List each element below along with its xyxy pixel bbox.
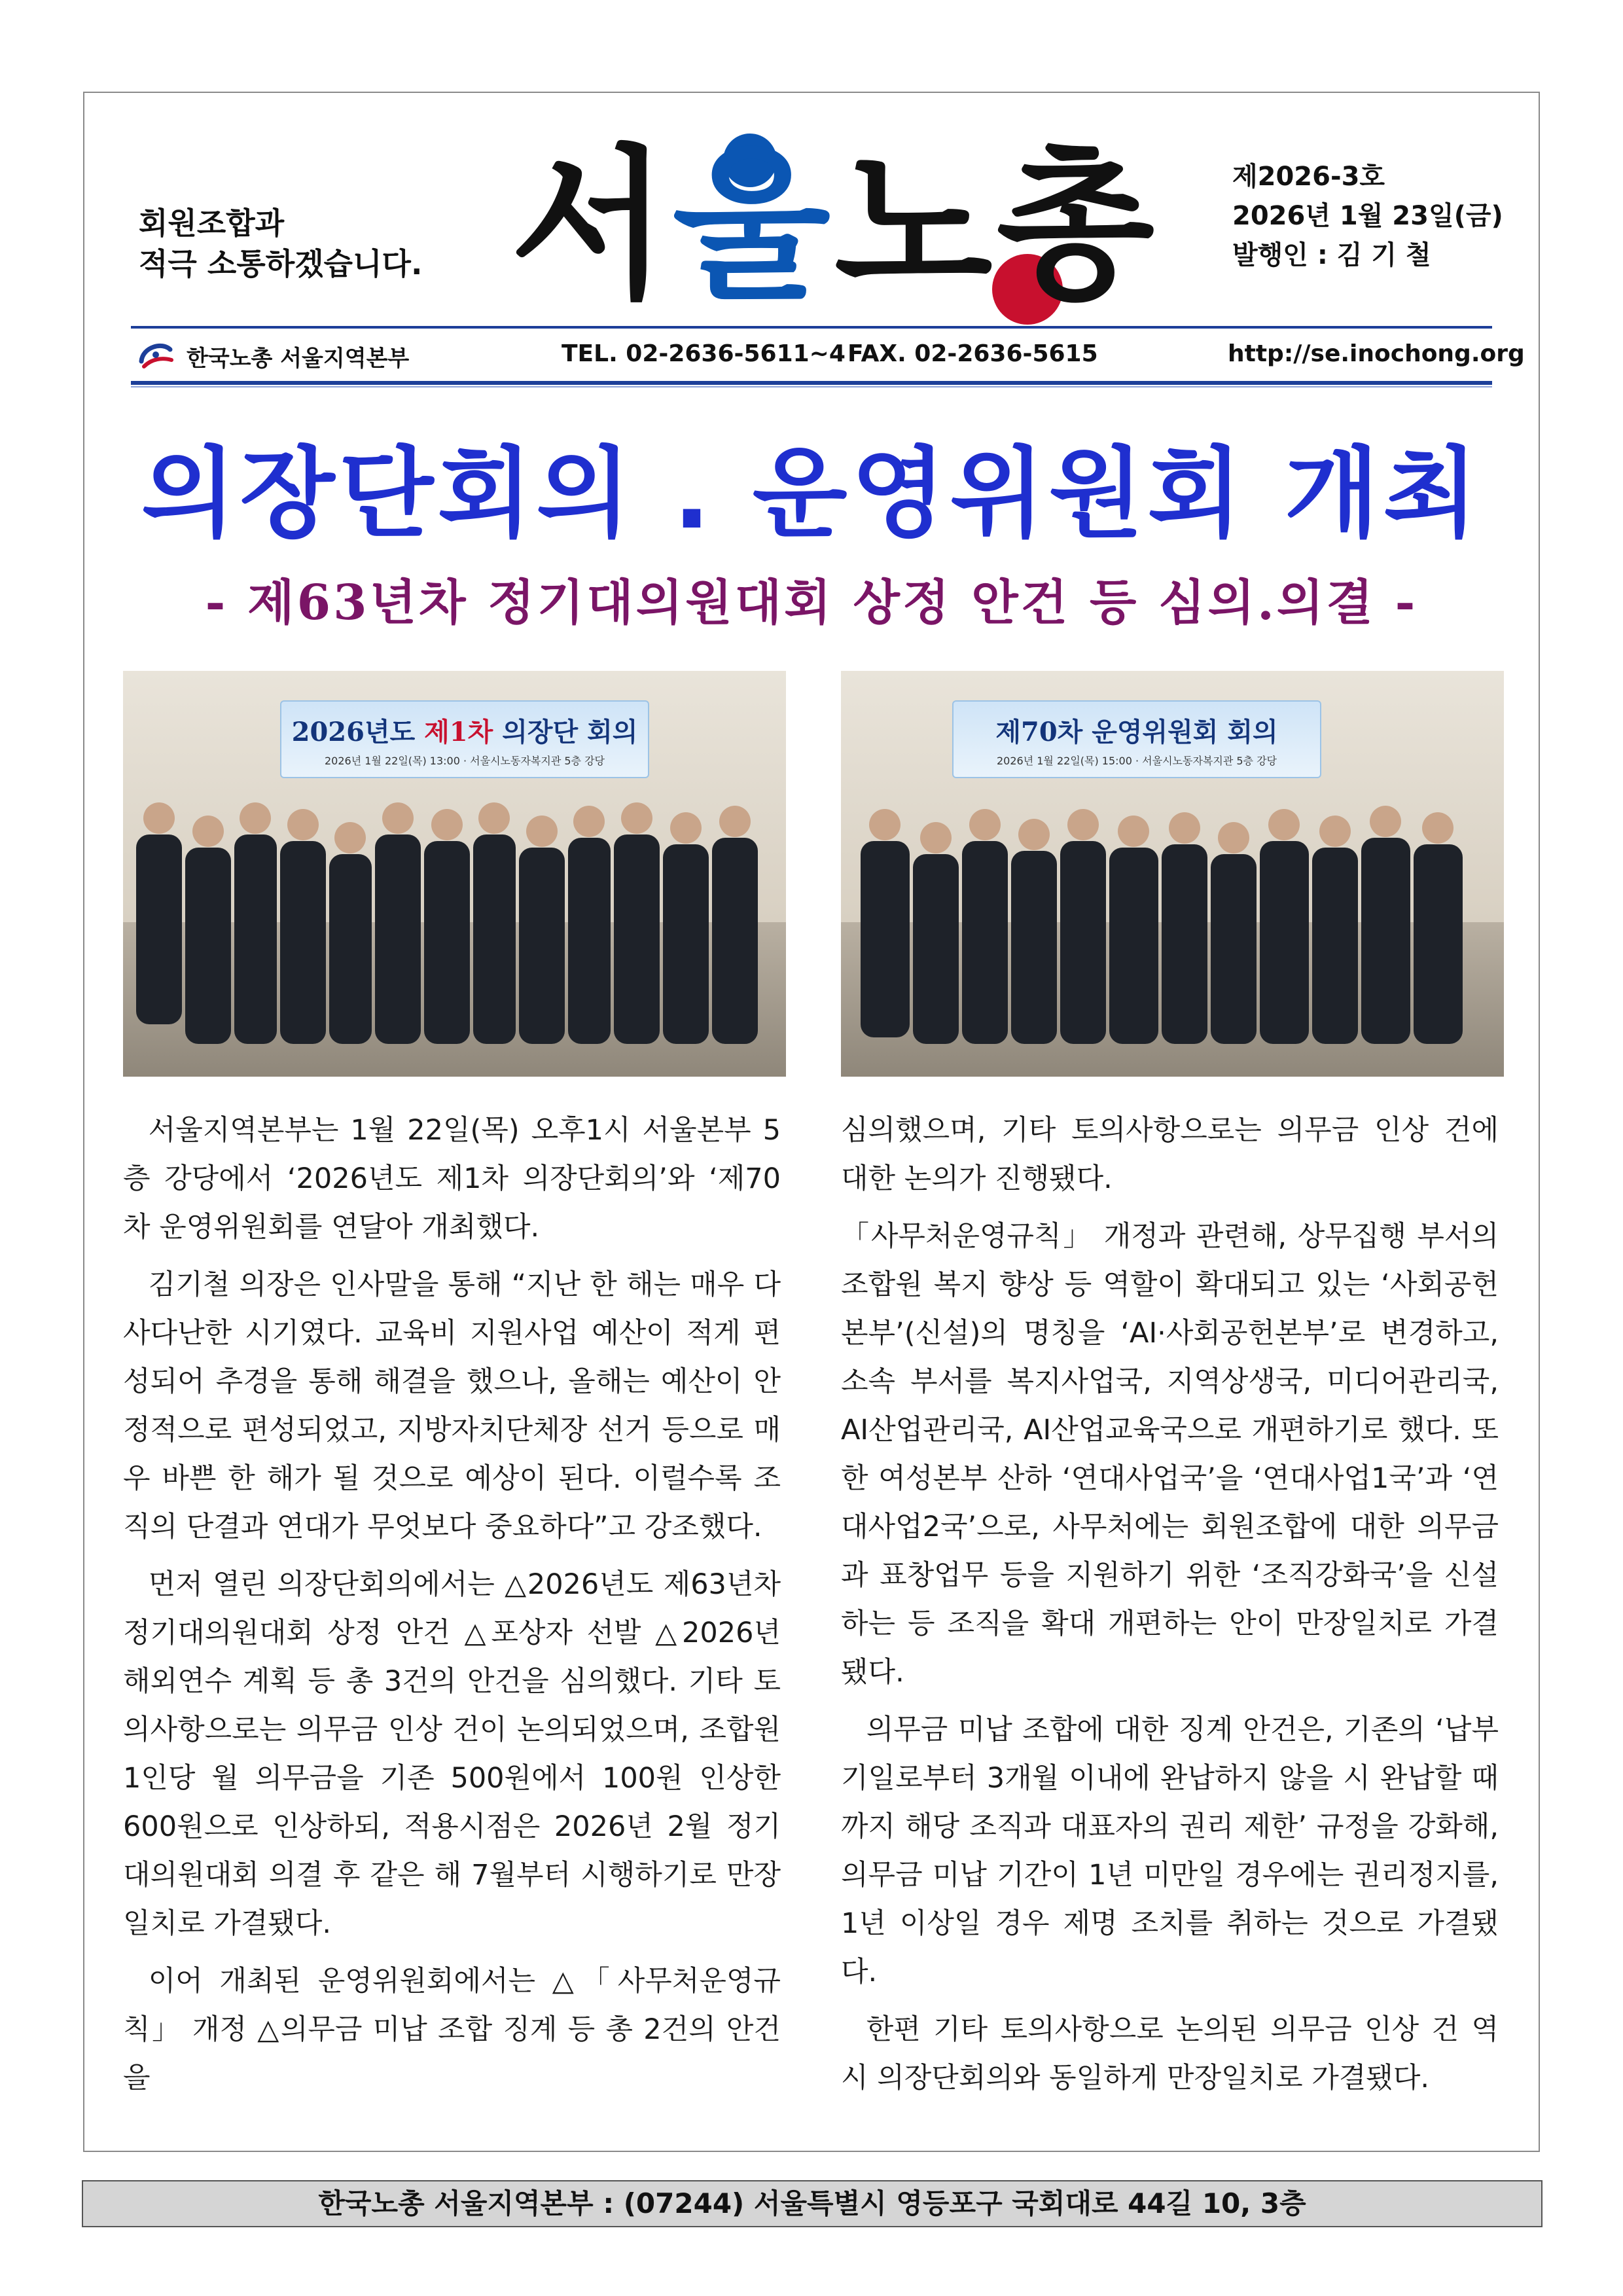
- group-people: [123, 671, 786, 1077]
- article-paragraph: 심의했으며, 기타 토의사항으로는 의무금 인상 건에 대한 논의가 진행됐다.: [841, 1114, 1499, 1195]
- photo-council-meeting: [123, 671, 786, 1077]
- article-paragraph: 이어 개최된 운영위원회에서는 △「사무처운영규칙」 개정 △의무금 미납 조합 징계 등 총 2건의 안건을: [123, 1965, 781, 2094]
- header-rule-top: [131, 326, 1492, 329]
- subheadline: - 제63년차 정기대의원대회 상정 안건 등 심의.의결 -: [205, 575, 1418, 631]
- article-paragraph: 의무금 미납 조합에 대한 징계 안건은, 기존의 ‘납부 기일로부터 3개월 이내에 완납하지 않을 시 완납할 때까지 해당 조직과 대표자의 권리 제한’ 규정을 강화해, 의무금 미납 기간이 1년 미만일 경우에는 권리정지를, 1년 이상일 경우 제명 조치를 취하는 것으로 가결됐다.: [841, 1713, 1499, 1988]
- banner-subtitle: 2026년 1월 22일(목) 15:00 · 서울시노동자복지관 5층 강당: [996, 754, 1277, 767]
- slogan: [139, 203, 422, 284]
- masthead-char-1: 서: [510, 130, 673, 321]
- headline: 의장단회의 . 운영위원회 개최: [141, 437, 1482, 551]
- org-logo-icon: [136, 335, 175, 374]
- masthead-char-2: 울: [672, 130, 834, 321]
- telephone: TEL. 02-2636-5611~4: [562, 340, 846, 367]
- banner-title-b: 제1차: [424, 716, 493, 747]
- article-column-left: [123, 1106, 781, 2111]
- article-column-right: [841, 1106, 1499, 2111]
- footer-address: 한국노총 서울지역본부 : (07244) 서울특별시 영등포구 국회대로 44길 10, 3층: [82, 2180, 1543, 2227]
- banner-title-a: 2026년도: [291, 716, 425, 747]
- group-people: [841, 671, 1504, 1077]
- article-paragraph: 서울지역본부는 1월 22일(목) 오후1시 서울본부 5층 강당에서 ‘2026년도 제1차 의장단회의’와 ‘제70차 운영위원회를 연달아 개최했다.: [123, 1114, 781, 1244]
- slogan-line-1: 회원조합과: [139, 206, 285, 241]
- article-paragraph: 김기철 의장은 인사말을 통해 “지난 한 해는 매우 다사다난한 시기였다. 교육비 지원사업 예산이 적게 편성되어 추경을 통해 해결을 했으나, 올해는 예산이 안정적으로 편성되었고, 지방자치단체장 선거 등으로 매우 바쁜 한 해가 될 것으로 예상이 된다. 이럴수록 조직의 단결과 연대가 무엇보다 중요하다”고 강조했다.: [123, 1268, 781, 1543]
- header-rule-thin: [131, 386, 1492, 387]
- issue-date: 2026년 1월 23일(금): [1232, 201, 1503, 231]
- fax: FAX. 02-2636-5615: [847, 340, 1098, 367]
- issue-info: [1232, 157, 1503, 275]
- slogan-line-2: 적극 소통하겠습니다.: [139, 246, 423, 281]
- banner-title: 제70차 운영위원회 회의: [995, 716, 1278, 747]
- article-paragraph: 한편 기타 토의사항으로 논의된 의무금 인상 건 역시 의장단회의와 동일하게 만장일치로 가결됐다.: [841, 2013, 1499, 2094]
- website-link[interactable]: http://se.inochong.org: [1228, 340, 1525, 367]
- article-paragraph: 「사무처운영규칙」 개정과 관련해, 상무집행 부서의 조합원 복지 향상 등 역할이 확대되고 있는 ‘사회공헌본부’(신설)의 명칭을 ‘AI·사회공헌본부’로 변경하고, 소속 부서를 복지사업국, 지역상생국, 미디어관리국, AI산업관리국, AI산업교육국으로 개편하기로 했다. 또한 여성본부 산하 ‘연대사업국’을 ‘연대사업1국’과 ‘연대사업2국’으로, 사무처에는 회원조합에 대한 의무금과 표창업무 등을 지원하기 위한 ‘조직강화국’을 신설하는 등 조직을 확대 개편하는 안이 만장일치로 가결됐다.: [841, 1220, 1499, 1689]
- banner-title-c: 의장단 회의: [493, 716, 638, 747]
- masthead-char-3: 노총: [834, 130, 1158, 321]
- issue-number: 제2026-3호: [1232, 162, 1385, 192]
- masthead-title: [510, 130, 1158, 321]
- org-name: 한국노총 서울지역본부: [187, 346, 410, 372]
- publisher: 발행인 : 김 기 철: [1232, 240, 1431, 270]
- header-rule-bottom: [131, 381, 1492, 385]
- article-paragraph: 먼저 열린 의장단회의에서는 △2026년도 제63년차 정기대의원대회 상정 안건 △포상자 선발 △2026년 해외연수 계획 등 총 3건의 안건을 심의했다. 기타 토의사항으로는 의무금 인상 건이 논의되었으며, 조합원 1인당 월 의무금을 기존 500원에서 100원 인상한 600원으로 인상하되, 적용시점은 2026년 2월 정기대의원대회 의결 후 같은 해 7월부터 시행하기로 만장일치로 가결됐다.: [123, 1568, 781, 1940]
- banner-subtitle: 2026년 1월 22일(목) 13:00 · 서울시노동자복지관 5층 강당: [324, 754, 605, 767]
- photo-steering-committee: [841, 671, 1504, 1077]
